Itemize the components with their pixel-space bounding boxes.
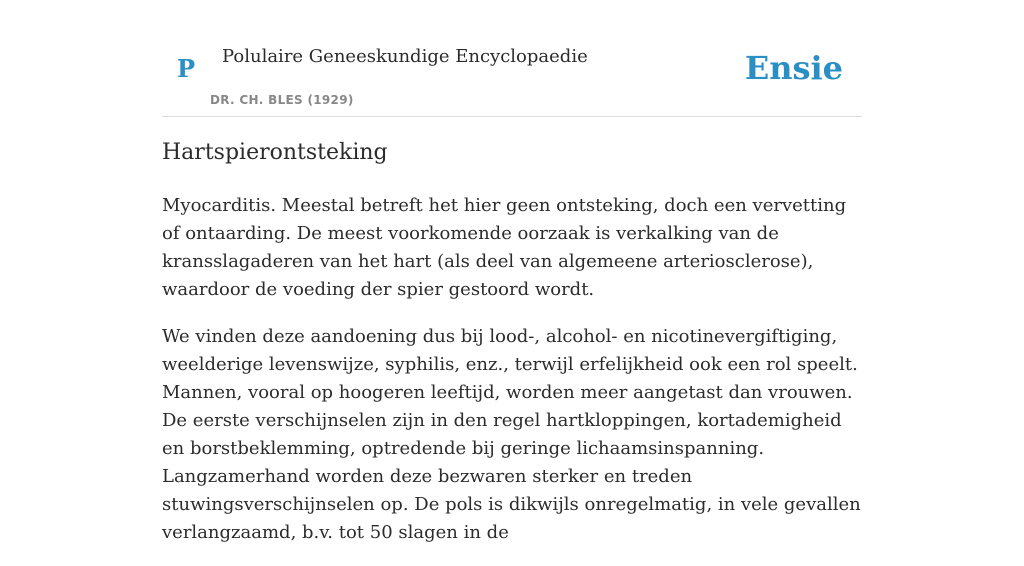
book-title[interactable]: Polulaire Geneeskundige Encyclopaedie (222, 46, 588, 67)
ensie-logo-link[interactable]: Ensie (744, 49, 843, 87)
page-header (162, 0, 862, 117)
entry-content (162, 192, 862, 566)
book-letter-icon: P (177, 54, 196, 83)
entry-paragraph: Myocarditis. Meestal betreft het hier geen ontsteking, doch een vervetting of ontaarding. De meest voorkomende oorzaak is verkalking van de kransslagaderen van het hart (als deel van algemeene arteriosclerose), waardoor de voeding der spier gestoord wordt. (162, 195, 847, 300)
entry-paragraph: We vinden deze aandoening dus bij lood-, alcohol- en nicotinevergiftiging, weelderige levenswijze, syphilis, enz., terwijl erfelijkheid ook een rol speelt. Mannen, vooral op hoogeren leeftijd, worden meer aangetast dan vrouwen. De eerste verschijnselen zijn in den regel hartkloppingen, kortademigheid en borstbeklemming, optredende bij geringe lichaamsinspanning. Langzamerhand worden deze bezwaren sterker en treden stuwingsverschijnselen op. De pols is dikwijls onregelmatig, in vele gevallen verlangzaamd, b.v. tot 50 slagen in de (162, 326, 861, 543)
entry-title: Hartspierontsteking (162, 140, 388, 165)
book-author: DR. CH. BLES (1929) (210, 93, 354, 107)
